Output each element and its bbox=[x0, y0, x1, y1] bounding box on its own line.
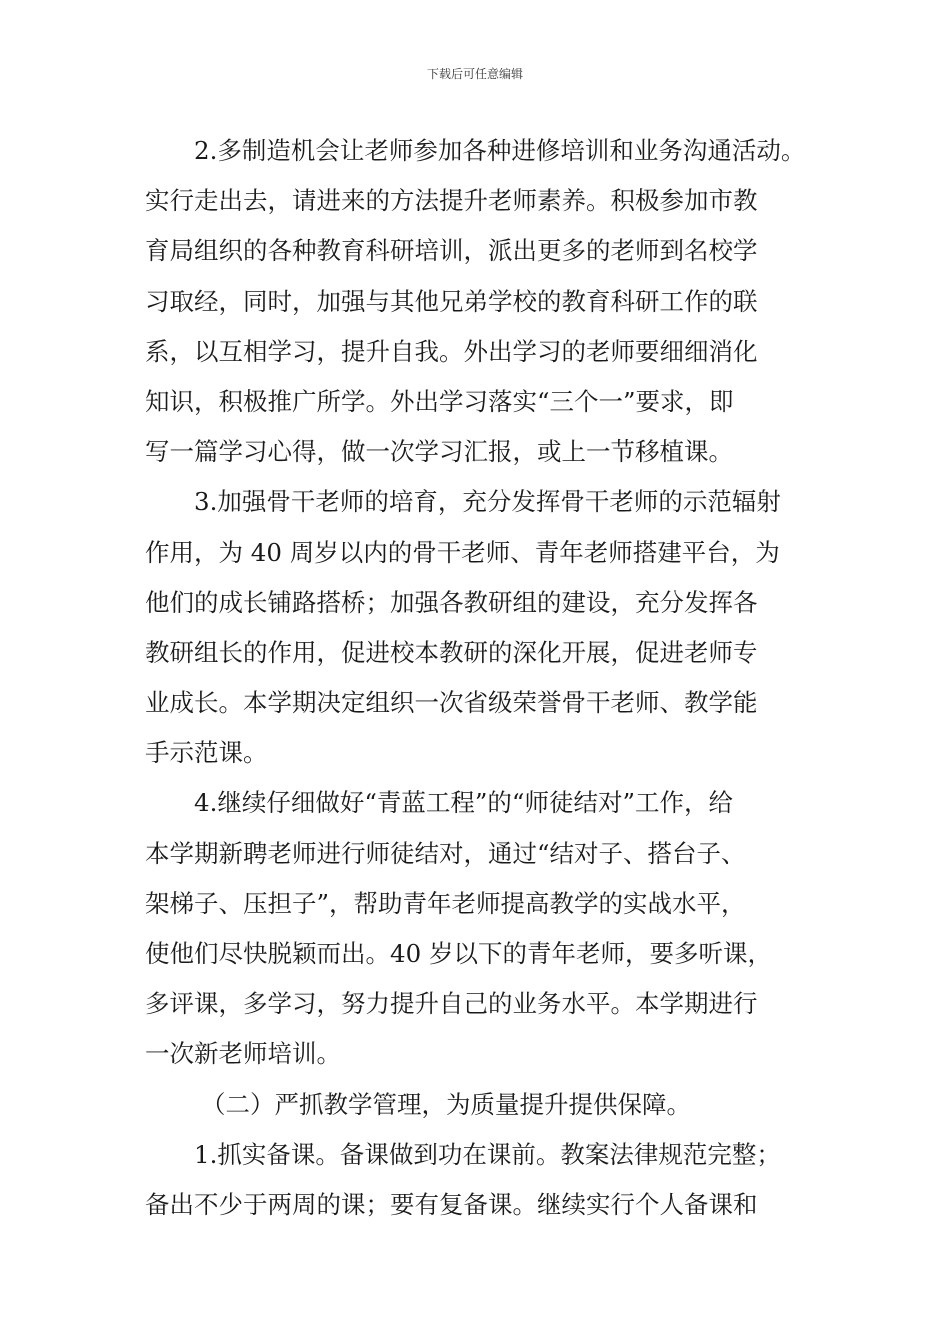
paragraph-line: 一次新老师培训。 bbox=[145, 1039, 341, 1069]
paragraph-line: 作用，为 40 周岁以内的骨干老师、青年老师搭建平台，为 bbox=[145, 537, 780, 567]
paragraph-line: 教研组长的作用，促进校本教研的深化开展，促进老师专 bbox=[145, 637, 758, 667]
paragraph-line: 业成长。本学期决定组织一次省级荣誉骨干老师、教学能 bbox=[145, 688, 758, 718]
paragraph-line: 备出不少于两周的课；要有复备课。继续实行个人备课和 bbox=[145, 1189, 758, 1219]
paragraph-line: 育局组织的各种教育科研培训，派出更多的老师到名校学 bbox=[145, 236, 758, 266]
paragraph-line: 1.抓实备课。备课做到功在课前。教案法律规范完整； bbox=[194, 1139, 781, 1169]
paragraph-line: 3.加强骨干老师的培育，充分发挥骨干老师的示范辐射 bbox=[194, 487, 781, 517]
paragraph-line: 使他们尽快脱颖而出。40 岁以下的青年老师，要多听课， bbox=[145, 939, 772, 968]
paragraph-line: 他们的成长铺路搭桥；加强各教研组的建设，充分发挥各 bbox=[145, 587, 758, 617]
section-heading: （二）严抓教学管理，为质量提升提供保障。 bbox=[201, 1089, 691, 1119]
paragraph-line: 系，以互相学习，提升自我。外出学习的老师要细细消化 bbox=[145, 336, 758, 366]
document-body bbox=[145, 126, 807, 1230]
paragraph-line: 写一篇学习心得，做一次学习汇报，或上一节移植课。 bbox=[145, 437, 733, 467]
paragraph-line: 2.多制造机会让老师参加各种进修培训和业务沟通活动。 bbox=[194, 136, 806, 165]
paragraph-line: 4.继续仔细做好“青蓝工程”的“师徒结对”工作，给 bbox=[194, 788, 733, 818]
paragraph-line: 习取经，同时，加强与其他兄弟学校的教育科研工作的联 bbox=[145, 286, 758, 316]
paragraph-line: 实行走出去，请进来的方法提升老师素养。积极参加市教 bbox=[145, 186, 758, 216]
paragraph-line: 知识，积极推广所学。外出学习落实“三个一”要求，即 bbox=[145, 386, 734, 416]
paragraph-line: 多评课，多学习，努力提升自己的业务水平。本学期进行 bbox=[145, 989, 758, 1019]
paragraph-line: 手示范课。 bbox=[145, 738, 268, 768]
paragraph-line: 架梯子、压担子”，帮助青年老师提高教学的实战水平， bbox=[145, 888, 746, 918]
paragraph-line: 本学期新聘老师进行师徒结对，通过“结对子、搭台子、 bbox=[145, 838, 746, 868]
page-header: 下载后可任意编辑 bbox=[426, 67, 523, 81]
